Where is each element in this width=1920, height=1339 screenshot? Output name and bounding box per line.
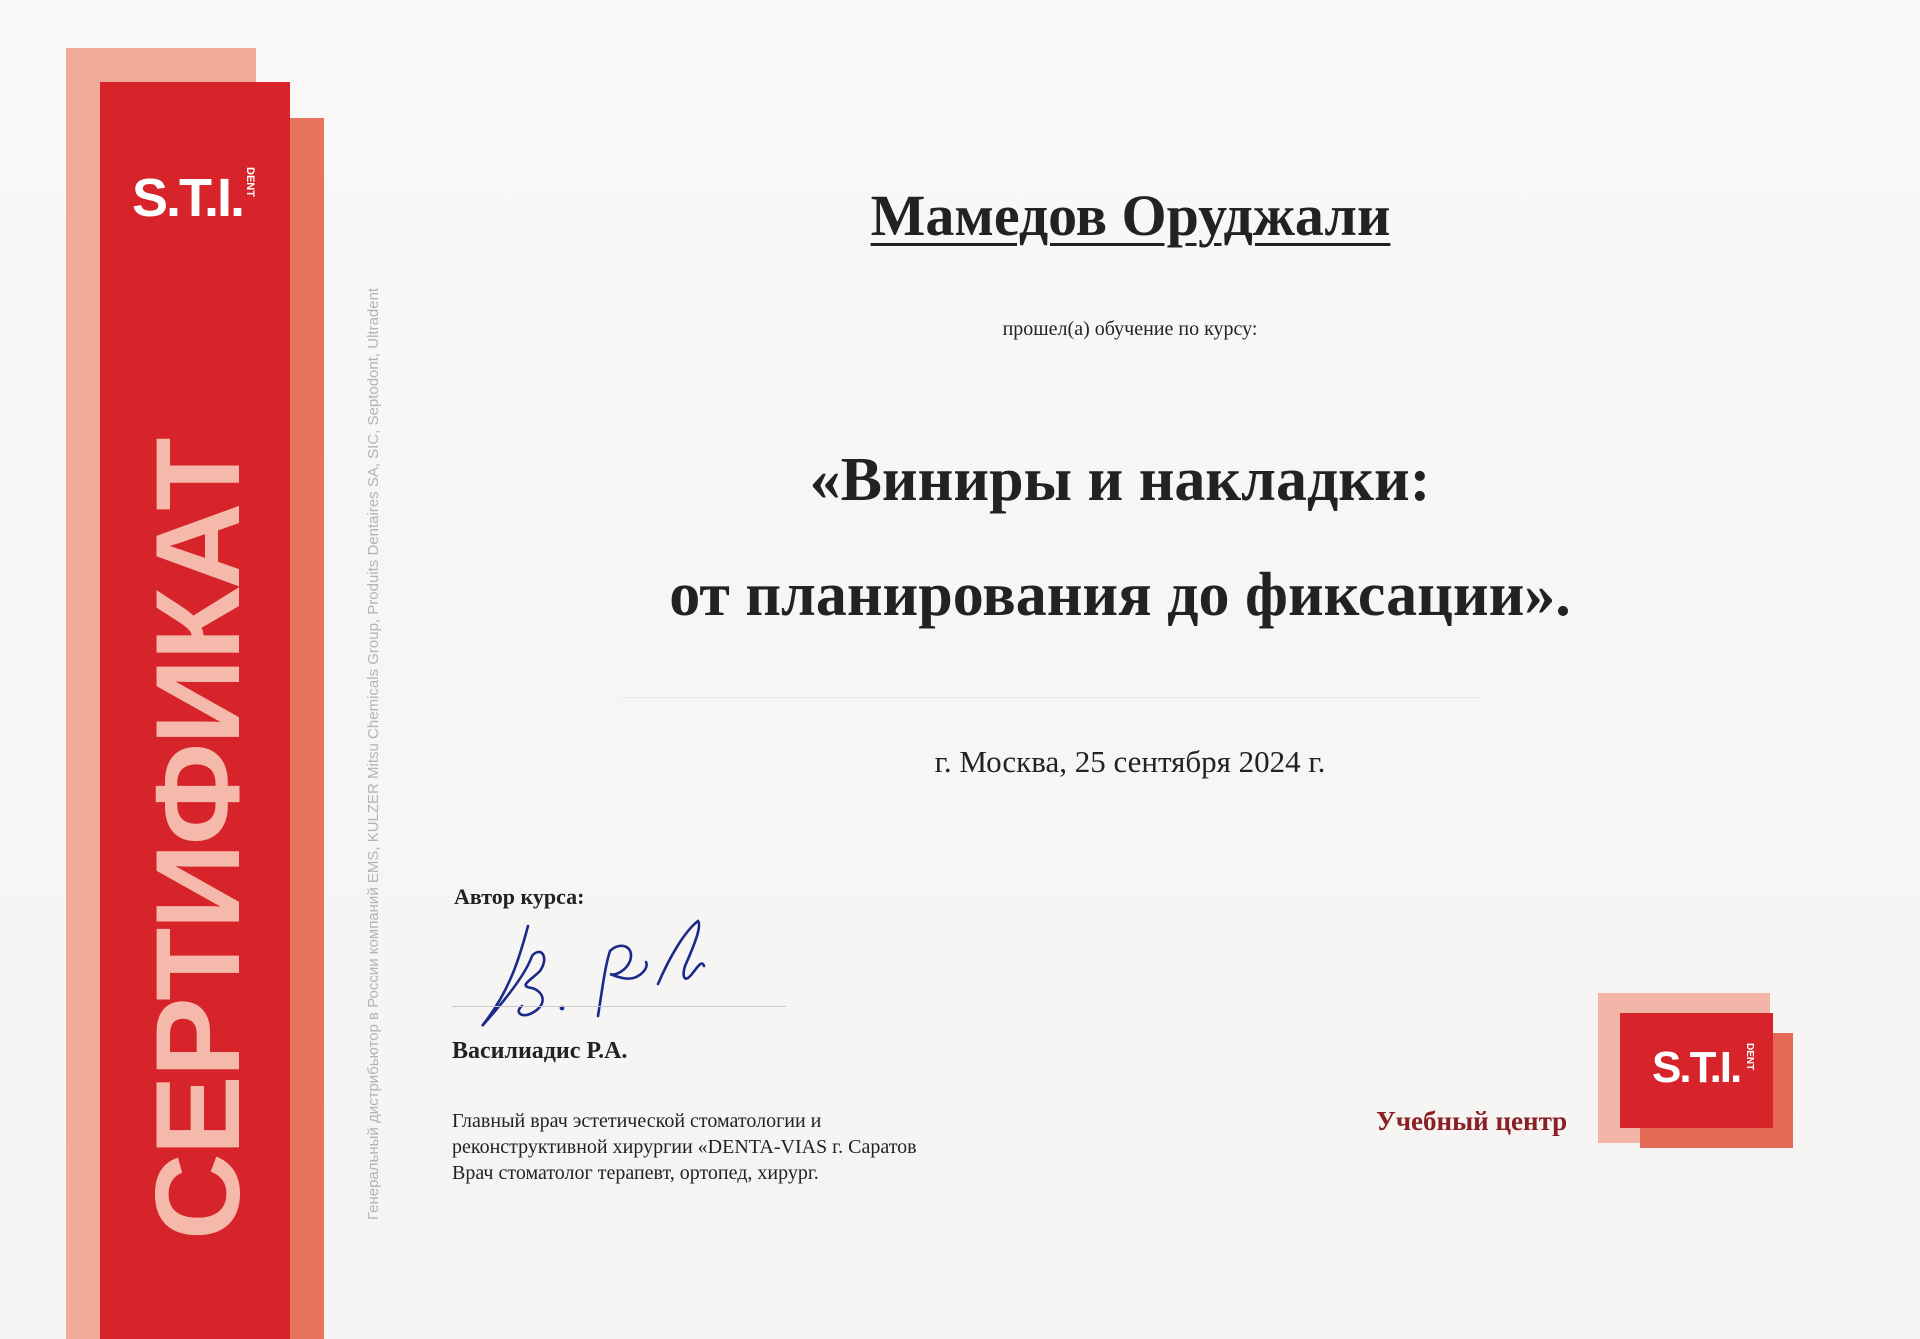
distributor-text: Генеральный дистрибьютор в России компаний EMS, KULZER Mitsu Chemicals Group, Produits Dentaires SA, SIC, Septodont, Ultradent: [365, 287, 382, 1220]
recipient-name: Мамедов Оруджали: [870, 183, 1391, 248]
completed-text: прошел(а) обучение по курсу:: [1002, 318, 1258, 340]
author-description-line: Главный врач эстетической стоматологии и: [452, 1110, 822, 1132]
sti-dent-logo: [132, 165, 262, 231]
author-label: Автор курса:: [454, 884, 585, 909]
sti-logo-text: S.T.I.: [132, 168, 244, 228]
author-description-line: Врач стоматолог терапевт, ортопед, хирург.: [452, 1162, 819, 1184]
course-title-line-2: от планирования до фиксации».: [669, 561, 1571, 629]
training-center-label: Учебный центр: [1376, 1106, 1568, 1136]
place-date: г. Москва, 25 сентября 2024 г.: [934, 744, 1326, 779]
author-name: Василиадис Р.А.: [452, 1038, 628, 1064]
divider: [620, 697, 1480, 698]
footer-sti-logo-text: S.T.I.: [1652, 1043, 1741, 1092]
course-title-line-1: «Виниры и накладки:: [809, 446, 1431, 514]
dent-logo-text: DENT: [244, 167, 256, 197]
author-description: [452, 1108, 1012, 1186]
footer-sti-logo: [1620, 1013, 1773, 1128]
author-description-line: реконструктивной хирургии «DENTA-VIAS г. Саратов: [452, 1136, 917, 1158]
footer-dent-logo-text: DENT: [1744, 1043, 1755, 1071]
certificate-word: СЕРТИФИКАТ: [131, 439, 265, 1240]
signature-line: [452, 1006, 786, 1007]
signature-image: [470, 896, 760, 1041]
